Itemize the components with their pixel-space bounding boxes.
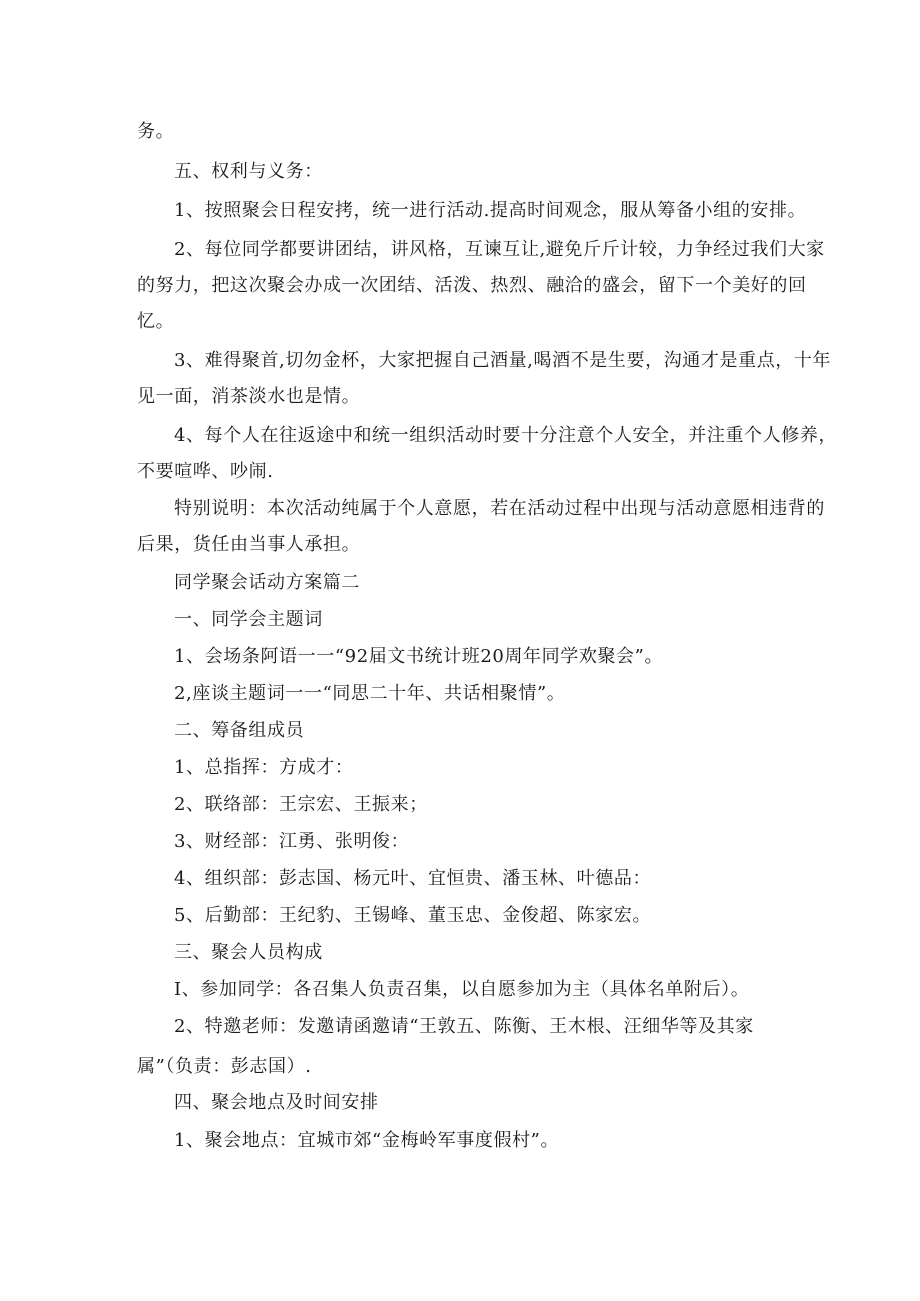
text-line: I、参加同学：各召集人负责召集，以自愿参加为主（具体名单附后）。 <box>174 979 750 1000</box>
section-heading: 三、聚会人员构成 <box>174 942 323 963</box>
text-line: 4、组织部：彭志国、杨元叶、宜恒贵、潘玉林、叶德品： <box>174 868 652 889</box>
section-heading: 五、权利与义务： <box>174 161 323 182</box>
text-line: 1、会场条阿语一一“92届文书统计班20周年同学欢聚会”。 <box>174 646 664 667</box>
text-line: 务。 <box>137 121 175 142</box>
text-line: 忆。 <box>137 311 175 332</box>
text-line: 2、联络部：王宗宏、王振来； <box>174 794 428 815</box>
text-line: 1、总指挥：方成才： <box>174 757 354 778</box>
text-line: 2、每位同学都要讲团结，讲风格，互谏互让,避免斤斤计较，力争经过我们大家 <box>174 239 825 260</box>
section-heading: 一、同学会主题词 <box>174 609 323 630</box>
text-line: 属”（负责：彭志国）. <box>137 1056 312 1077</box>
text-line: 5、后勤部：王纪豹、王锡峰、董玉忠、金俊超、陈家宏。 <box>174 905 652 926</box>
text-line: 4、每个人在往返途中和统一组织活动时要十分注意个人安全，并注重个人修养， <box>174 425 838 446</box>
text-line: 3、财经部：江勇、张明俊： <box>174 831 410 852</box>
text-line: 1、聚会地点：宜城市郊“金梅岭军事度假村”。 <box>174 1130 560 1151</box>
text-line: 后果，货任由当事人承担。 <box>137 534 361 555</box>
text-line: 不要喧哗、吵闹. <box>137 461 274 482</box>
text-line: 1、按照聚会日程安拷，统一进行活动.提高时间观念，服从筹备小组的安排。 <box>174 200 807 221</box>
section-heading: 四、聚会地点及时间安排 <box>174 1092 379 1113</box>
text-line: 特别说明：本次活动纯属于个人意愿，若在活动过程中出现与活动意愿相违背的 <box>174 498 825 519</box>
section-title: 同学聚会话动方案篇二 <box>174 572 360 593</box>
text-line: 2、特邀老师：发邀请函邀请“王敦五、陈衡、王木根、汪细华等及其家 <box>174 1016 754 1037</box>
text-line: 3、难得聚首,切勿金杯，大家把握自己酒量,喝酒不是生要，沟通才是重点，十年 <box>174 350 832 371</box>
section-heading: 二、筹备组成员 <box>174 720 305 741</box>
text-line: 见一面，消茶淡水也是情。 <box>137 386 361 407</box>
text-line: 的努力，把这次聚会办成一次团结、活泼、热烈、融洽的盛会，留下一个美好的回 <box>137 275 807 296</box>
text-line: 2,座谈主题词一一“同思二十年、共话相聚情”。 <box>174 683 566 704</box>
